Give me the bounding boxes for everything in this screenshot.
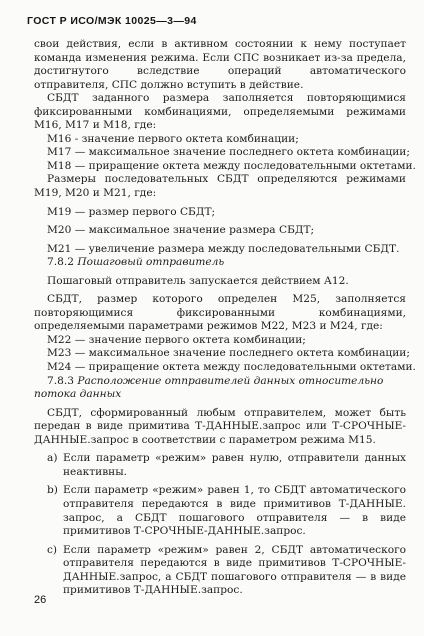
definition-m22: М22 — значение первого октета комбинации; bbox=[47, 333, 306, 346]
list-marker: с) bbox=[47, 543, 58, 556]
definition-m16: М16 - значение первого октета комбинации; bbox=[47, 132, 299, 145]
definition-m24: М24 — приращение октета между последовательными октетами. bbox=[47, 361, 416, 374]
paragraph-fixed-combinations: СБДТ заданного размера заполняется повторяющимися фиксированными комбинациями, определяемыми режимами М16, М17 и М18, где: bbox=[34, 92, 406, 132]
list-marker: а) bbox=[47, 452, 58, 465]
section-number: 7.8.3 bbox=[47, 374, 74, 387]
paragraph-intro: свои действия, если в активном состоянии к нему поступает команда изменения режима. Если СПС возникает из-за предела, достигнутого вследствие операций автоматического отправителя, СПС должно вступить в действие. bbox=[34, 38, 406, 91]
section-title: Расположение отправителей данных относительно потока данных bbox=[34, 374, 384, 401]
section-heading-7-8-2 bbox=[34, 256, 406, 270]
definition-list-m25 bbox=[34, 333, 416, 375]
definition-list-sizes bbox=[34, 206, 406, 257]
definition-list-fixed bbox=[34, 132, 416, 174]
list-item-text: Если параметр «режим» равен 1, то СБДТ автоматического отправителя передаются в виде примитивов Т-ДАННЫЕ. запрос, а СБДТ пошагового отправителя — в виде примитивов Т-СРОЧНЫЕ-ДАННЫЕ.запрос. bbox=[63, 484, 406, 538]
list-item-a bbox=[47, 452, 406, 479]
definition-m17: М17 — максимальное значение последнего октета комбинации; bbox=[47, 146, 410, 159]
page-number: 26 bbox=[34, 594, 47, 606]
document-body bbox=[34, 38, 416, 598]
definition-m23: М23 — максимальное значение последнего октета комбинации; bbox=[47, 347, 410, 360]
list-marker: b) bbox=[47, 484, 58, 497]
section-title: Пошаговый отправитель bbox=[77, 256, 225, 269]
list-item-b bbox=[47, 484, 406, 538]
definition-m19: М19 — размер первого СБДТ; bbox=[47, 205, 216, 218]
list-item-c bbox=[47, 544, 406, 598]
section-heading-7-8-3 bbox=[34, 375, 406, 402]
definition-m21: М21 — увеличение размера между последовательными СБДТ. bbox=[47, 242, 400, 255]
paragraph-transfer: СБДТ, сформированный любым отправителем, может быть передан в виде примитива Т-ДАННЫЕ.запрос или Т-СРОЧНЫЕ-ДАННЫЕ.запрос в соответствии с параметром режима М15. bbox=[34, 406, 406, 446]
section-number: 7.8.2 bbox=[47, 256, 74, 269]
list-item-text: Если параметр «режим» равен нулю, отправители данных неактивны. bbox=[63, 452, 406, 478]
document-header: ГОСТ Р ИСО/МЭК 10025—3—94 bbox=[27, 15, 197, 27]
paragraph-m25: СБДТ, размер которого определен М25, заполняется повторяющимися фиксированными комбинациями, определяемыми параметрами режимов М22, М23 и М24, где: bbox=[34, 293, 406, 333]
paragraph-sizes: Размеры последовательных СБДТ определяются режимами М19, М20 и М21, где: bbox=[34, 173, 406, 200]
definition-m20: М20 — максимальное значение размера СБДТ; bbox=[47, 224, 315, 237]
definition-m18: М18 — приращение октета между последовательными октетами. bbox=[47, 159, 416, 172]
paragraph-step-sender: Пошаговый отправитель запускается действием А12. bbox=[47, 274, 349, 287]
list-item-text: Если параметр «режим» равен 2, СБДТ автоматического отправителя передаются в виде примитивов Т-СРОЧНЫЕ-ДАННЫЕ.запрос, а СБДТ пошагового отправителя — в виде примитивов Т-ДАННЫЕ.запрос. bbox=[63, 543, 406, 597]
